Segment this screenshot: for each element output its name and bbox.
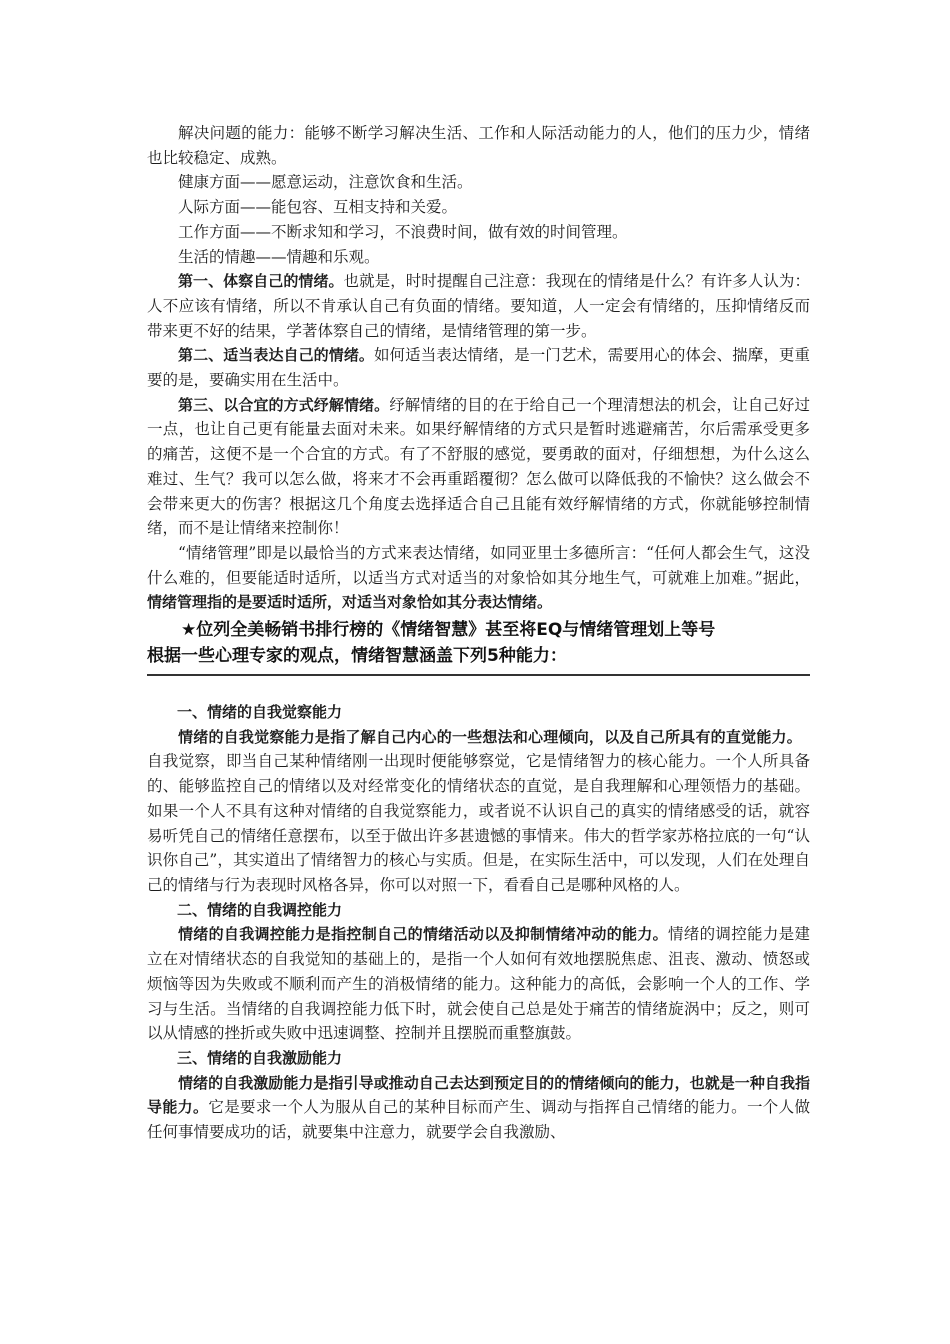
section-paragraph: 情绪的自我调控能力是指控制自己的情绪活动以及抑制情绪冲动的能力。情绪的调控能力是建立在对情绪状态的自我觉知的基础上的，是指一个人如何有效地摆脱焦虑、沮丧、激动、愤怒或烦恼等因为失败或不顺利而产生的消极情绪的能力。这种能力的高低，会影响一个人的工作、学习与生活。当情绪的自我调控能力低下时，就会使自己总是处于痛苦的情绪旋涡中；反之，则可以从情感的挫折或失败中迅速调整、控制并且摆脱而重整旗鼓。: [147, 925, 810, 1043]
section-heading: 二、情绪的自我调控能力: [177, 900, 343, 919]
bold-lead: 情绪的自我觉察能力是指了解自己内心的一些想法和心理倾向，以及自己所具有的直觉能力。: [178, 727, 795, 746]
bold-conclusion: 情绪管理指的是要适时适所，对适当对象恰如其分表达情绪。: [147, 593, 553, 612]
section-paragraph: 情绪的自我激励能力是指引导或推动自己去达到预定目的的情绪倾向的能力，也就是一种自我指导能力。它是要求一个人为服从自己的某种目标而产生、调动与指挥自己情绪的能力。一个人做任何事情要成功的话，就要集中注意力，就要学会自我激励、: [147, 1073, 810, 1142]
bold-lead: 情绪的自我激励能力是指引导或推动自己去达到预定目的的情绪倾向的能力，也就是一种自我指导能力。: [147, 1073, 810, 1117]
paragraph: 生活的情趣——情趣和乐观。: [178, 247, 380, 266]
section-paragraph: 情绪的自我觉察能力是指了解自己内心的一些想法和心理倾向，以及自己所具有的直觉能力。 自我觉察，即当自己某种情绪刚一出现时便能够察觉，它是情绪智力的核心能力。一个人所具备的、能够监控自己的情绪以及对经常变化的情绪状态的直觉，是自我理解和心理领悟力的基础。如果一个人不具有这种对情绪的自我觉察能力，或者说不认识自己的真实的情绪感受的话，就容易听凭自己的情绪任意摆布，以至于做出许多甚遗憾的事情来。伟大的哲学家苏格拉底的一句“认识你自己”，其实道出了情绪智力的核心与实质。但是，在实际生活中，可以发现，人们在处理自己的情绪与行为表现时风格各异，你可以对照一下，看看自己是哪种风格的人。: [147, 727, 810, 894]
paragraph: 人际方面——能包容、互相支持和关爱。: [178, 198, 458, 217]
paragraph: 健康方面——愿意运动，注意饮食和生活。: [178, 173, 473, 192]
bold-lead: 第一、体察自己的情绪。: [178, 272, 344, 291]
section-heading: 一、情绪的自我觉察能力: [177, 703, 343, 722]
document-page: [147, 121, 810, 1145]
paragraph: 解决问题的能力：能够不断学习解决生活、工作和人际活动能力的人，他们的压力少，情绪也比较稳定、成熟。: [147, 124, 810, 167]
highlight-line: ★位列全美畅销书排行榜的《情绪智慧》甚至将EQ与情绪管理划上等号: [181, 620, 716, 641]
bold-lead: 第三、以合宜的方式纾解情绪。: [178, 395, 390, 414]
bold-lead: 情绪的自我调控能力是指控制自己的情绪活动以及抑制情绪冲动的能力。: [178, 925, 668, 944]
section-heading: 三、情绪的自我激励能力: [177, 1048, 343, 1067]
paragraph: 第二、适当表达自己的情绪。如何适当表达情绪，是一门艺术，需要用心的体会、揣摩，更重要的是，要确实用在生活中。: [147, 346, 810, 390]
bold-lead: 第二、适当表达自己的情绪。: [178, 346, 374, 365]
paragraph: 工作方面——不断求知和学习，不浪费时间，做有效的时间管理。: [178, 222, 628, 241]
highlight-line: 根据一些心理专家的观点，情绪智慧涵盖下列5种能力：: [147, 646, 567, 667]
paragraph: 第三、以合宜的方式纾解情绪。纾解情绪的目的在于给自己一个理清想法的机会，让自己好过一点，也让自己更有能量去面对未来。如果纾解情绪的方式只是暂时逃避痛苦，尔后需承受更多的痛苦，这便不是一个合宜的方式。有了不舒服的感觉，要勇敢的面对，仔细想想，为什么这么难过、生气？我可以怎么做，将来才不会再重蹈覆彻？怎么做可以降低我的不愉快？这么做会不会带来更大的伤害？根据这几个角度去选择适合自己且能有效纾解情绪的方式，你就能够控制情绪，而不是让情绪来控制你！: [147, 395, 810, 538]
highlight-block: [147, 617, 810, 676]
paragraph: “情绪管理”即是以最恰当的方式来表达情绪，如同亚里士多德所言：“任何人都会生气，这没什么难的，但要能适时适所，以适当方式对适当的对象恰如其分地生气，可就难上加难。”据此，情绪管理指的是要适时适所，对适当对象恰如其分表达情绪。: [147, 543, 810, 612]
paragraph: 第一、体察自己的情绪。也就是，时时提醒自己注意：我现在的情绪是什么？有许多人认为：人不应该有情绪，所以不肯承认自己有负面的情绪。要知道，人一定会有情绪的，压抑情绪反而带来更不好的结果，学著体察自己的情绪，是情绪管理的第一步。: [147, 272, 810, 340]
